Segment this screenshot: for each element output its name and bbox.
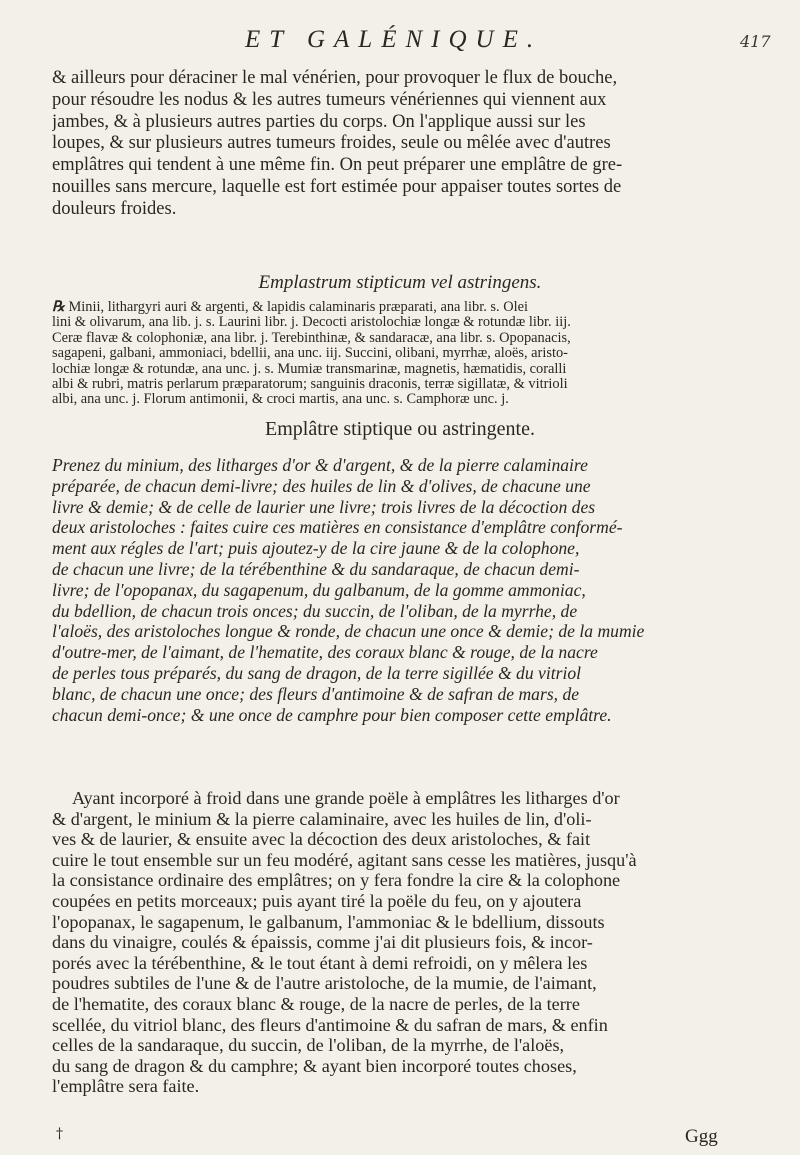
text-line: chacun demi-once; & une once de camphre pour bien composer cette emplâtre. [52, 704, 612, 725]
running-title: ET GALÉNIQUE. [245, 26, 543, 53]
text-line: & d'argent, le minium & la pierre calaminaire, avec les huiles de lin, d'oli- [52, 808, 592, 829]
text-line: Prenez du minium, des litharges d'or & d'argent, & de la pierre calaminaire [52, 455, 588, 475]
paragraph-mercury-plaster [52, 68, 757, 221]
text-line: l'emplâtre sera faite. [52, 1076, 200, 1097]
preparation-method [52, 788, 757, 1097]
text-line: albi & rubri, matris perlarum præparatorum; sanguinis draconis, terræ sigillatæ, & vitrioli [52, 377, 568, 393]
text-line: d'outre-mer, de l'aimant, de l'hematite, des coraux blanc & rouge, de la nacre [52, 642, 598, 663]
text-line: dans du vinaigre, coulés & épaissis, comme j'ai dit plusieurs fois, & incor- [52, 932, 593, 953]
text-line: scellée, du vitriol blanc, des fleurs d'antimoine & du safran de mars, & enfin [52, 1014, 608, 1035]
text-line: de chacun une livre; de la térébenthine & du sandaraque, de chacun demi- [52, 558, 580, 579]
text-line: douleurs froides. [52, 198, 177, 219]
printer-signature: Ggg [685, 1126, 718, 1147]
page-number: 417 [740, 32, 771, 51]
text-line: cuire le tout ensemble sur un feu modéré, agitant sans cesse les matières, jusqu'à [52, 849, 637, 870]
text-line [52, 300, 757, 315]
text-line: lochiæ longæ & rotundæ, ana unc. j. s. Mumiæ transmarinæ, magnetis, hæmatidis, coralli [52, 361, 567, 377]
text-line: celles de la sandaraque, du succin, de l'oliban, de la myrrhe, de l'aloës, [52, 1035, 565, 1056]
text-line: du bdellion, de chacun trois onces; du succin, de l'oliban, de la myrrhe, de [52, 600, 578, 621]
text-line: albi, ana unc. j. Florum antimonii, & croci martis, ana unc. s. Camphoræ unc. j. [52, 392, 509, 408]
page-footer [0, 1126, 800, 1154]
text-line: blanc, de chacun une once; des fleurs d'antimoine & de safran de mars, de [52, 683, 580, 704]
text-line: Ceræ flavæ & colophoniæ, ana libr. j. Terebinthinæ, & sandaracæ, ana libr. s. Opopanacis, [52, 330, 571, 346]
text-line: du sang de dragon & du camphre; & ayant bien incorporé toutes choses, [52, 1055, 577, 1076]
text-line: ves & de laurier, & ensuite avec la décoction des deux aristoloches, & fait [52, 829, 591, 850]
text-line: livre; de l'opopanax, du sagapenum, du galbanum, de la gomme ammoniac, [52, 579, 586, 600]
text-line: & ailleurs pour déraciner le mal vénérien, pour provoquer le flux de bouche, [52, 68, 618, 88]
text-line: jambes, & à plusieurs autres parties du corps. On l'applique aussi sur les [52, 111, 586, 132]
text-line: coupées en petits morceaux; puis ayant tiré la poële du feu, on y ajoutera [52, 890, 582, 911]
french-recipe [52, 455, 757, 725]
text-line: pour résoudre les nodus & les autres tumeurs vénériennes qui viennent aux [52, 89, 607, 110]
text-line: préparée, de chacun demi-livre; des huiles de lin & d'olives, de chacune une [52, 475, 591, 496]
text-line: la consistance ordinaire des emplâtres; on y fera fondre la cire & la colophone [52, 870, 621, 891]
text-line: sagapeni, galbani, ammoniaci, bdellii, ana unc. iij. Succini, olibani, myrrhæ, aloës, aristo- [52, 346, 568, 362]
text-line: Ayant incorporé à froid dans une grande poële à emplâtres les litharges d'or [72, 788, 620, 808]
text-line: lini & olivarum, ana lib. j. s. Laurini libr. j. Decocti aristolochiæ longæ & rotundæ libr. iij. [52, 315, 571, 331]
text-line: poudres subtiles de l'une & de l'autre aristoloche, de la mumie, de l'aimant, [52, 973, 597, 994]
latin-recipe-title: Emplastrum stipticum vel astringens. [258, 272, 542, 293]
recipe-symbol: ℞ [52, 300, 65, 315]
text-line: deux aristoloches : faites cuire ces matières en consistance d'emplâtre conformé- [52, 517, 623, 538]
text-line: emplâtres qui tendent à une même fin. On peut préparer une emplâtre de gre- [52, 155, 623, 176]
french-recipe-title: Emplâtre stiptique ou astringente. [265, 418, 535, 440]
page-header [0, 20, 800, 60]
text-line: de l'hematite, des coraux blanc & rouge, de la nacre de perles, de la terre [52, 993, 580, 1014]
text-line: nouilles sans mercure, laquelle est fort estimée pour appaiser toutes sortes de [52, 176, 622, 197]
cross-mark: † [56, 1126, 63, 1142]
text-line: de perles tous préparés, du sang de dragon, de la terre sigillée & du vitriol [52, 662, 582, 683]
text-line: ment aux régles de l'art; puis ajoutez-y de la cire jaune & de la colophone, [52, 538, 580, 559]
latin-recipe [52, 300, 757, 408]
latin-line-text: Minii, lithargyri auri & argenti, & lapidis calaminaris præparati, ana libr. s. Olei [68, 300, 528, 315]
text-line: l'opopanax, le sagapenum, le galbanum, l'ammoniac & le bdellium, dissouts [52, 911, 605, 932]
text-line: loupes, & sur plusieurs autres tumeurs froides, seule ou mêlée avec d'autres [52, 133, 611, 154]
text-line: livre & demie; & de celle de laurier une livre; trois livres de la décoction des [52, 496, 596, 517]
text-line: l'aloës, des aristoloches longue & ronde, de chacun une once & demie; de la mumie [52, 621, 645, 642]
text-line: porés avec la térébenthine, & le tout étant à demi refroidi, on y mêlera les [52, 952, 588, 973]
